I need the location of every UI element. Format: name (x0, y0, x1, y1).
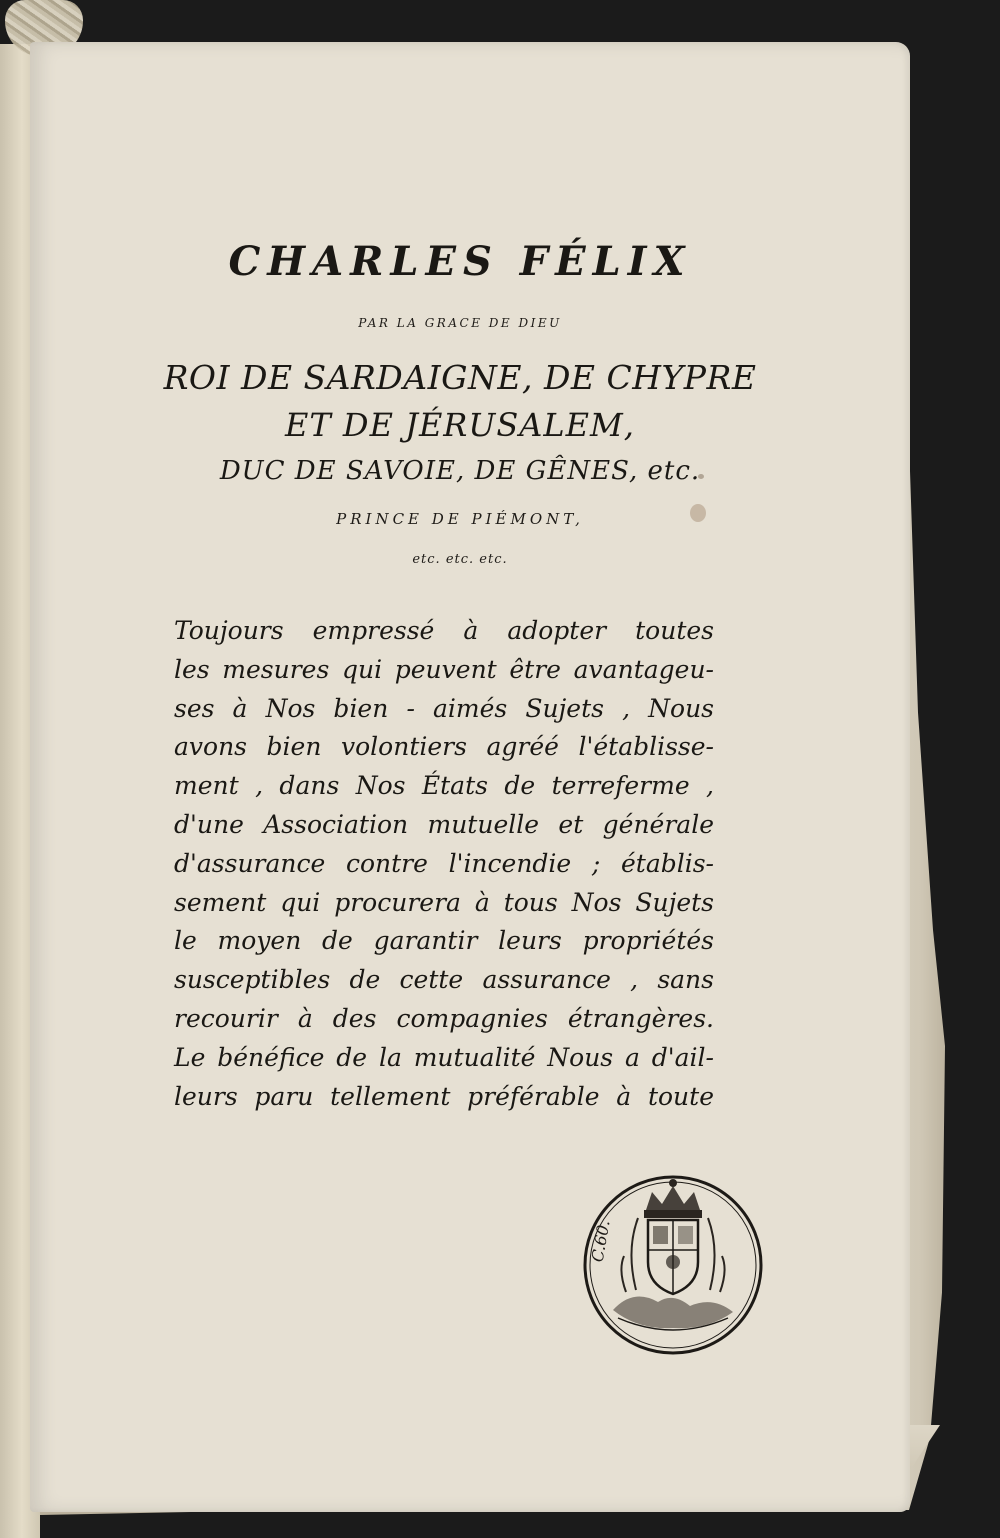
body-line: ses à Nos bien - aimés Sujets , Nous (174, 693, 714, 723)
body-line: leurs paru tellement préférable à toute (174, 1081, 714, 1111)
body-line: d'une Association mutuelle et générale (174, 809, 714, 839)
body-line: avons bien volontiers agréé l'établisse- (174, 732, 714, 762)
body-line: ment , dans Nos États de terreferme , (174, 771, 714, 801)
body-line: recourir à des compagnies étrangères. (174, 1003, 714, 1033)
prince-line: PRINCE DE PIÉMONT, (336, 510, 584, 528)
body-paragraph (174, 612, 714, 1116)
realm-line-1: ROI DE SARDAIGNE, DE CHYPRE (163, 358, 757, 397)
library-stamp-icon (578, 1170, 768, 1360)
page-title: CHARLES FÉLIX (228, 238, 692, 285)
body-line: le moyen de garantir leurs propriétés (174, 926, 714, 956)
page-content (30, 42, 910, 1422)
etc-line: etc. etc. etc. (412, 552, 508, 567)
duc-line: DUC DE SAVOIE, DE GÊNES, etc. (219, 456, 701, 486)
body-line: d'assurance contre l'incendie ; établis- (174, 848, 714, 878)
body-line: sement qui procurera à tous Nos Sujets (174, 887, 714, 917)
body-line: susceptibles de cette assurance , sans (174, 965, 714, 995)
body-line: les mesures qui peuvent être avantageu- (174, 654, 714, 684)
realm-line-2: ET DE JÉRUSALEM, (285, 406, 635, 444)
grace-line: PAR LA GRACE DE DIEU (358, 316, 562, 330)
body-line: Toujours empressé à adopter toutes (174, 616, 714, 645)
body-line: Le bénéfice de la mutualité Nous a d'ail- (174, 1042, 714, 1072)
stamp-label: C.60. (587, 1218, 614, 1264)
